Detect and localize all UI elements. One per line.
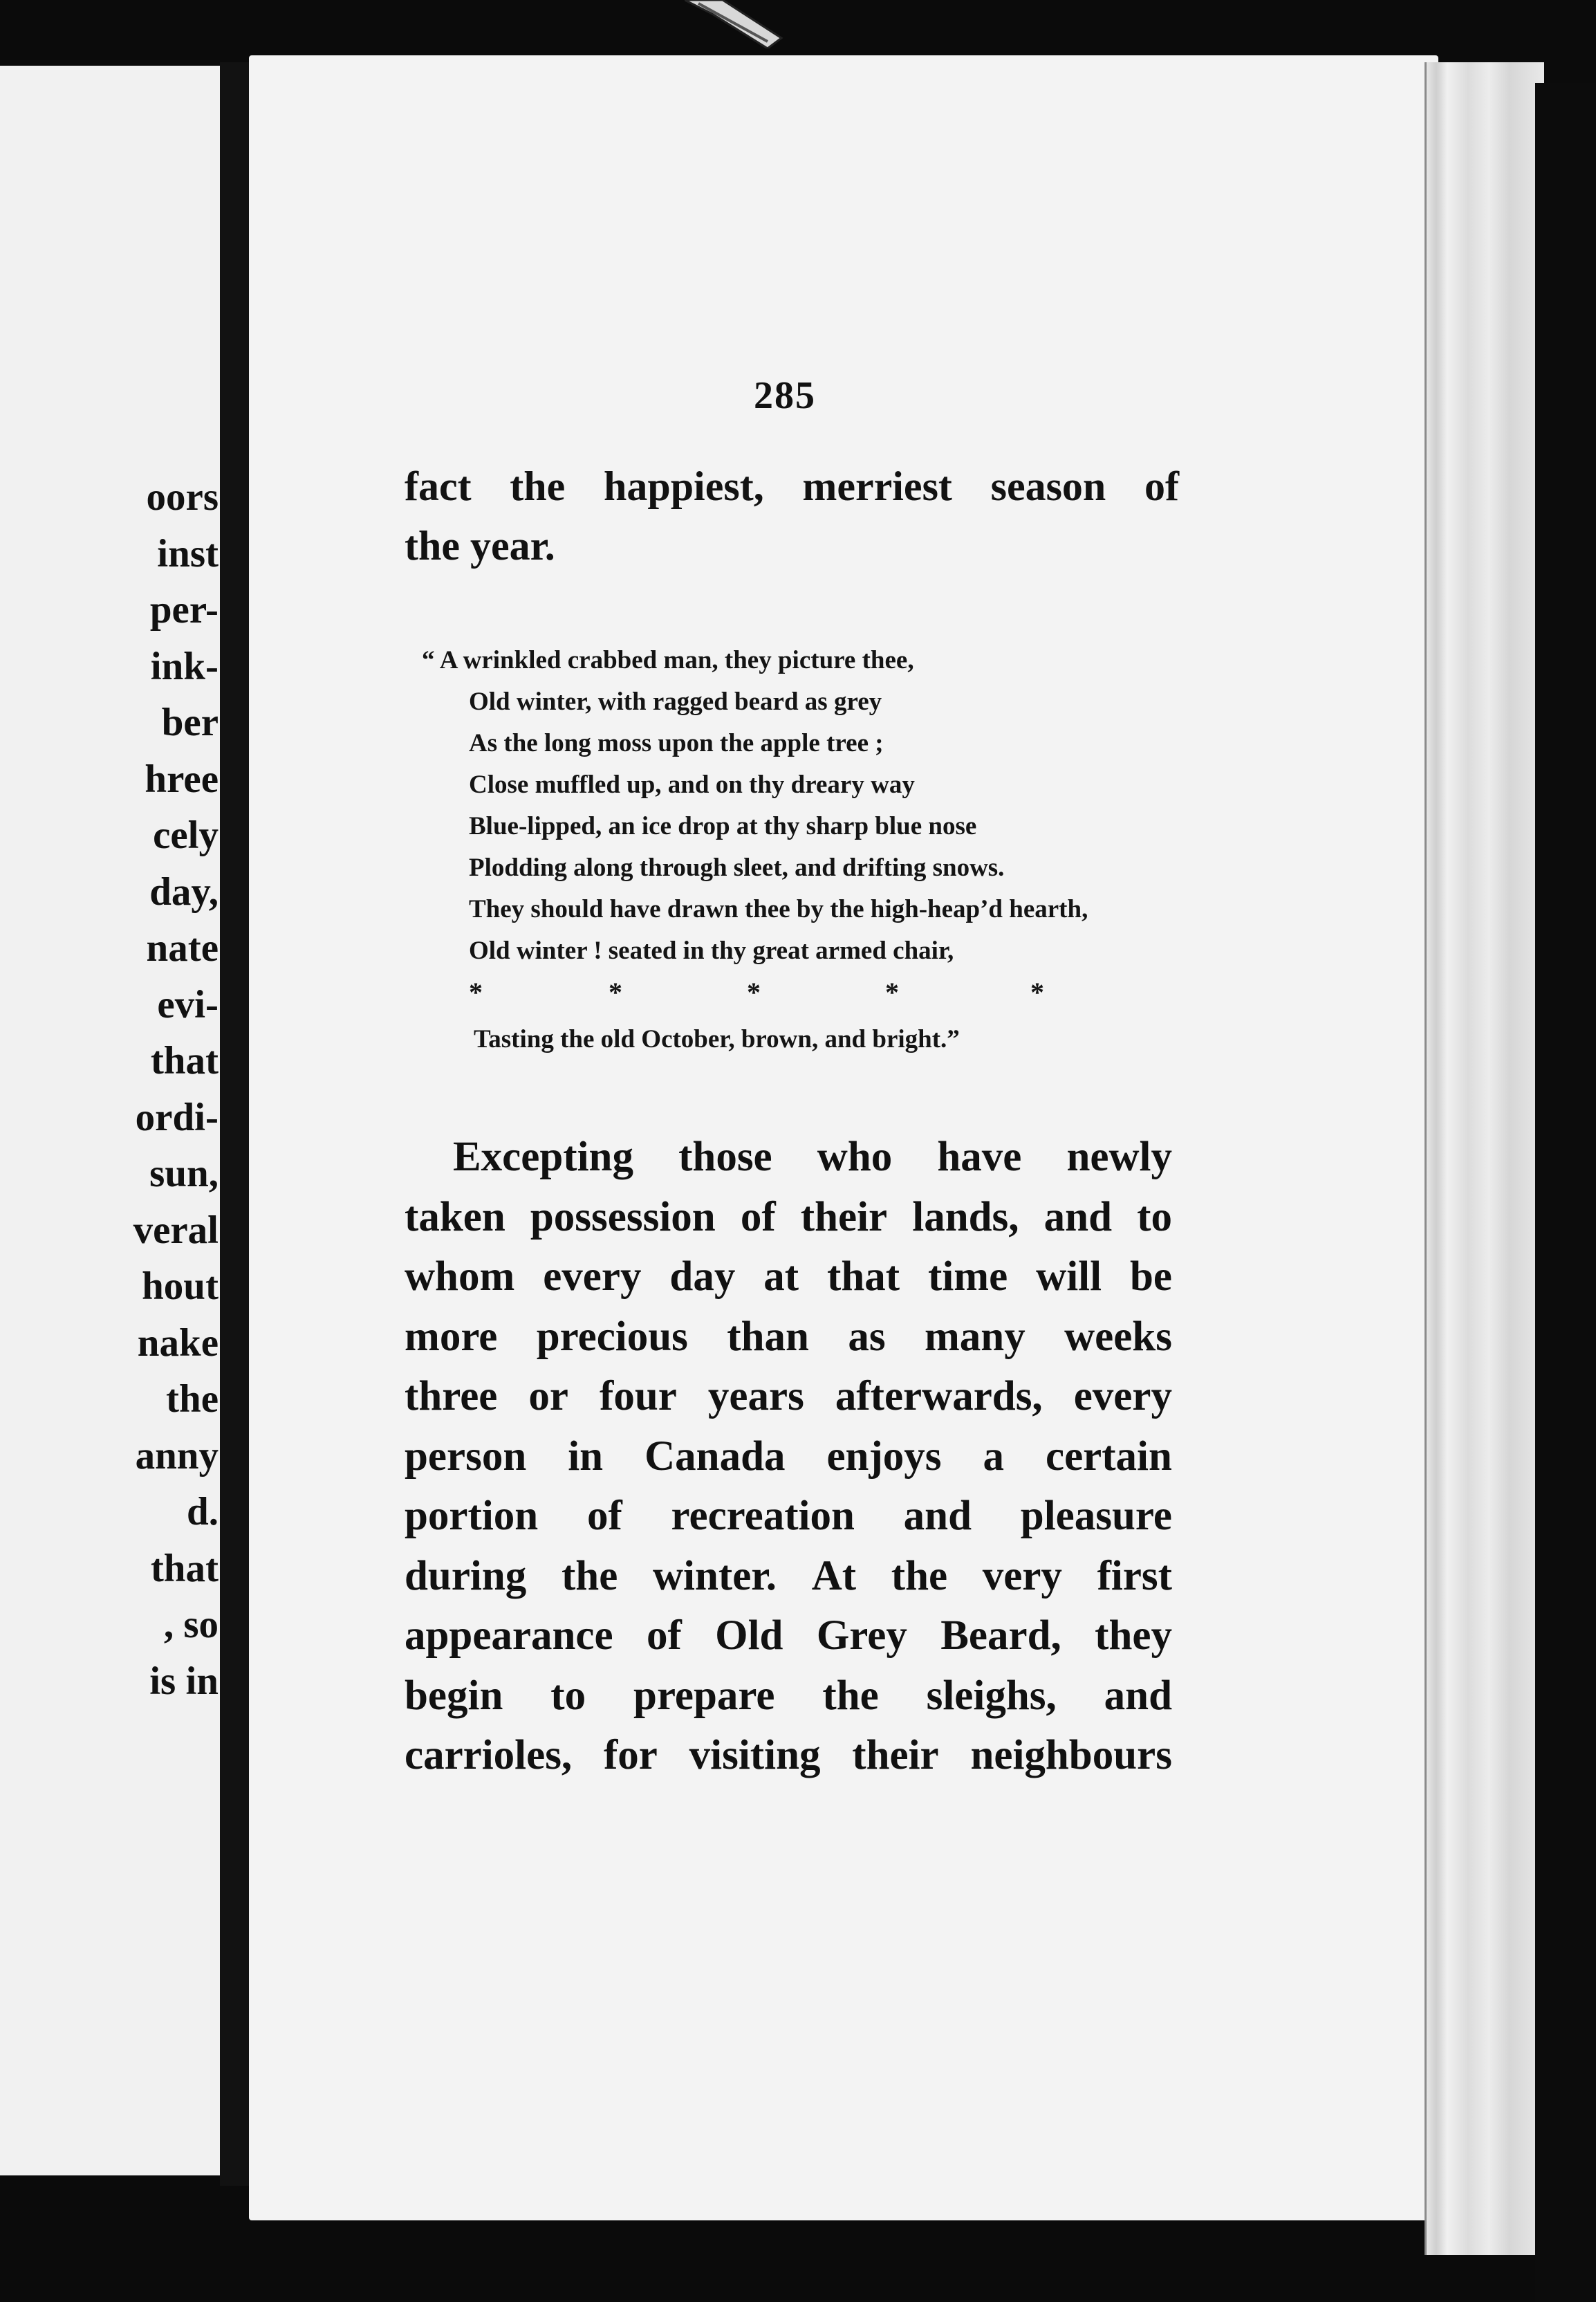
word: the <box>561 1552 618 1599</box>
star-mark: * <box>469 977 483 1008</box>
paragraph-line <box>405 1486 1172 1547</box>
word: prepare <box>633 1672 775 1719</box>
word: Old <box>715 1612 783 1659</box>
word: more <box>405 1313 498 1360</box>
opening-text <box>405 457 1179 576</box>
word: taken <box>405 1193 505 1240</box>
word: three <box>405 1373 498 1419</box>
left-page-line: ber <box>161 701 219 744</box>
paragraph-line <box>405 1307 1172 1368</box>
left-page-line: ink- <box>150 644 219 688</box>
poem-ellipsis-stars <box>422 972 1088 1013</box>
word: during <box>405 1552 527 1599</box>
word: At <box>811 1552 857 1599</box>
word: person <box>405 1433 527 1480</box>
word: at <box>763 1253 799 1300</box>
word: newly <box>1066 1134 1172 1180</box>
left-page-line: cely <box>153 813 219 857</box>
word: winter. <box>652 1552 777 1599</box>
star-mark: * <box>1030 977 1044 1008</box>
left-page-line: hout <box>142 1264 219 1308</box>
word: sleighs, <box>926 1672 1057 1719</box>
left-page-line: nate <box>146 926 219 970</box>
poem-block <box>422 640 1088 1060</box>
word: carrioles, <box>405 1732 573 1778</box>
left-facing-page <box>0 66 231 2175</box>
word: and <box>1043 1193 1113 1240</box>
star-mark: * <box>609 977 622 1008</box>
paragraph-line <box>405 1247 1172 1307</box>
word: begin <box>405 1672 503 1719</box>
word: afterwards, <box>835 1373 1043 1419</box>
word: neighbours <box>970 1732 1172 1778</box>
word: Beard, <box>940 1612 1061 1659</box>
word: every <box>1073 1373 1172 1419</box>
paragraph-line <box>405 1188 1172 1248</box>
left-page-line: ordi- <box>135 1095 219 1139</box>
word: to <box>1137 1193 1172 1240</box>
word: the <box>891 1552 948 1599</box>
word: for <box>603 1732 658 1778</box>
word: season <box>990 463 1106 509</box>
book-gutter <box>220 62 251 2186</box>
word: possession <box>530 1193 716 1240</box>
word: or <box>528 1373 568 1419</box>
word: as <box>848 1313 886 1360</box>
star-mark: * <box>747 977 761 1008</box>
word: of <box>646 1612 682 1659</box>
left-page-line: evi- <box>157 982 219 1026</box>
word: appearance <box>405 1612 613 1659</box>
word: than <box>727 1313 809 1360</box>
poem-line: Blue-lipped, an ice drop at thy sharp blue nose <box>469 812 977 840</box>
word: time <box>928 1253 1008 1300</box>
left-page-line: anny <box>135 1433 219 1477</box>
paragraph-line <box>405 1127 1172 1188</box>
word: the <box>822 1672 879 1719</box>
paragraph-line <box>405 1666 1172 1726</box>
word: their <box>852 1732 939 1778</box>
left-page-line: d. <box>187 1490 219 1534</box>
paragraph-line <box>405 1547 1172 1607</box>
word: very <box>982 1552 1062 1599</box>
word: and <box>1104 1672 1172 1719</box>
paragraph-line <box>405 1726 1172 1786</box>
word: portion <box>405 1493 539 1539</box>
left-page-line: , so <box>163 1603 219 1646</box>
word: four <box>600 1373 677 1419</box>
word: visiting <box>689 1732 821 1778</box>
word: recreation <box>671 1493 855 1539</box>
left-page-line: sun, <box>149 1152 219 1195</box>
word: the year. <box>405 523 555 569</box>
left-page-line: that <box>150 1039 219 1083</box>
main-paragraph <box>405 1127 1172 1786</box>
opening-line <box>405 457 1179 516</box>
page-edge-shadow <box>1535 83 1596 2302</box>
left-page-line: oors <box>146 475 219 519</box>
bookmark-ribbon-icon <box>685 0 788 48</box>
opening-line <box>405 516 1179 576</box>
poem-line: Old winter ! seated in thy great armed chair, <box>469 937 954 965</box>
poem-line: Close muffled up, and on thy dreary way <box>469 771 915 799</box>
word: who <box>817 1134 893 1180</box>
word: happiest, <box>603 463 764 509</box>
left-page-line: nake <box>137 1320 219 1365</box>
left-page-line: that <box>150 1546 219 1590</box>
poem-line: Plodding along through sleet, and drifting snows. <box>469 854 1005 882</box>
page-number: 285 <box>754 374 816 417</box>
left-page-line: inst <box>157 531 219 576</box>
word: a <box>983 1433 1005 1480</box>
word: whom <box>405 1253 515 1300</box>
word: be <box>1129 1253 1172 1300</box>
word: pleasure <box>1020 1493 1172 1539</box>
poem-closing-line: Tasting the old October, brown, and bright.” <box>474 1025 960 1053</box>
word: Grey <box>816 1612 907 1659</box>
paragraph-line <box>405 1367 1172 1427</box>
poem-line: They should have drawn thee by the high-heap’d hearth, <box>469 895 1088 923</box>
poem-line: “ A wrinkled crabbed man, they picture thee, <box>422 646 914 674</box>
word: weeks <box>1064 1313 1172 1360</box>
word: first <box>1097 1552 1172 1599</box>
word: many <box>924 1313 1026 1360</box>
word: will <box>1036 1253 1102 1300</box>
word: precious <box>536 1313 688 1360</box>
word: have <box>937 1134 1022 1180</box>
word: Canada <box>644 1433 786 1480</box>
star-mark: * <box>885 977 899 1008</box>
poem-line: Old winter, with ragged beard as grey <box>469 688 882 716</box>
word: lands, <box>912 1193 1019 1240</box>
left-page-line: the <box>166 1377 219 1421</box>
word: day <box>669 1253 736 1300</box>
left-page-line: is in <box>149 1659 219 1703</box>
left-page-line: day, <box>149 869 219 914</box>
page-edge-stack <box>1425 62 1544 2255</box>
left-page-line: veral <box>133 1208 219 1252</box>
word: those <box>678 1134 772 1180</box>
left-page-line: hree <box>145 757 219 801</box>
word: enjoys <box>826 1433 942 1480</box>
poem-line: As the long moss upon the apple tree ; <box>469 729 884 757</box>
word: of <box>1144 463 1179 509</box>
word: certain <box>1046 1433 1172 1480</box>
word: they <box>1095 1612 1172 1659</box>
word: the <box>510 463 566 509</box>
word: of <box>740 1193 776 1240</box>
word: and <box>903 1493 972 1539</box>
word: their <box>800 1193 888 1240</box>
word: that <box>827 1253 900 1300</box>
word: fact <box>405 463 472 509</box>
word: merriest <box>802 463 952 509</box>
word: years <box>707 1373 804 1419</box>
paragraph-line <box>405 1427 1172 1487</box>
left-page-line: per- <box>149 588 219 632</box>
word: in <box>568 1433 604 1480</box>
word: every <box>543 1253 642 1300</box>
word: Excepting <box>453 1134 633 1180</box>
paragraph-line <box>405 1606 1172 1666</box>
word: of <box>586 1493 622 1539</box>
word: to <box>550 1672 586 1719</box>
